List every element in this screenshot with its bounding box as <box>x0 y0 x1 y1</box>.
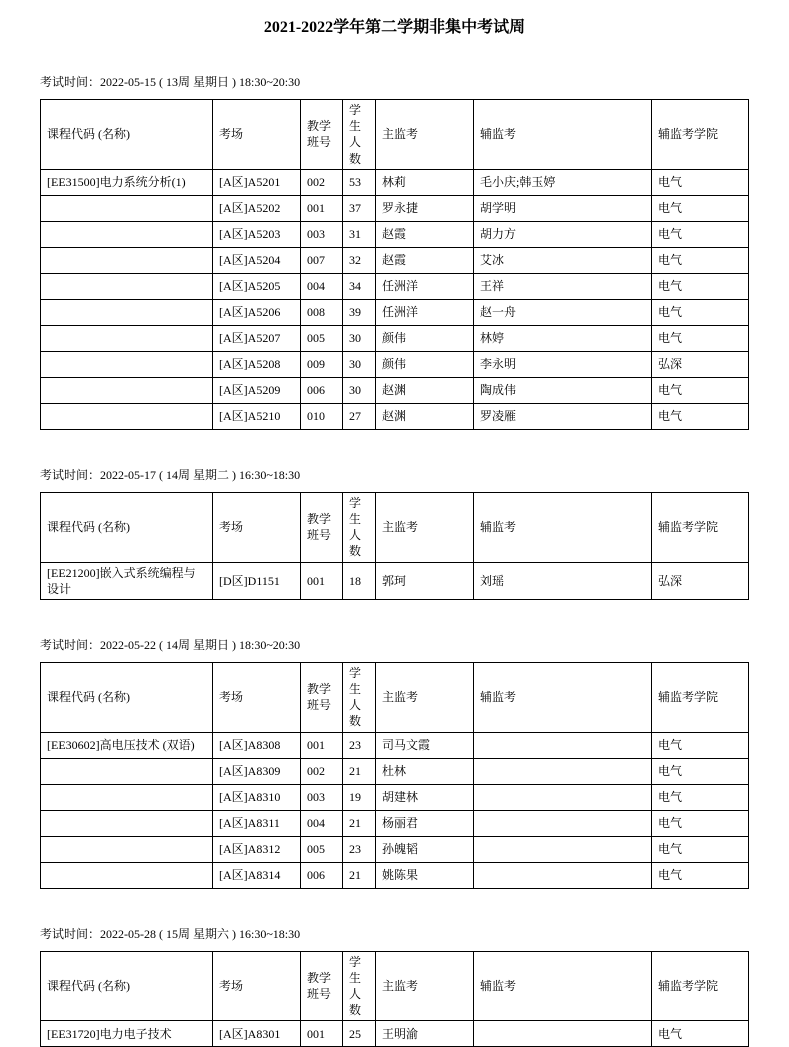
cell-room: [A区]A8311 <box>213 810 301 836</box>
exam-section <box>40 925 748 1047</box>
cell-chief-invigilator: 胡建林 <box>376 784 474 810</box>
cell-class-no: 006 <box>301 862 343 888</box>
exam-section <box>40 466 748 600</box>
exam-time-label: 考试时间：2022-05-15 ( 13周 星期日 ) 18:30~20:30 <box>40 75 301 89</box>
cell-assistant-college: 弘深 <box>652 562 749 599</box>
table-row <box>41 758 749 784</box>
cell-assistant-college: 电气 <box>652 221 749 247</box>
column-header-assistant-invigilator: 辅监考 <box>474 100 652 170</box>
cell-chief-invigilator: 赵渊 <box>376 403 474 429</box>
column-header-class-no: 教学班号 <box>301 492 343 562</box>
cell-class-no: 004 <box>301 810 343 836</box>
exam-table <box>40 662 749 889</box>
column-header-chief-invigilator: 主监考 <box>376 100 474 170</box>
cell-assistant-college: 电气 <box>652 325 749 351</box>
cell-course <box>41 836 213 862</box>
cell-assistant-college: 电气 <box>652 810 749 836</box>
column-header-student-count: 学生人数 <box>343 662 376 732</box>
table-row <box>41 299 749 325</box>
cell-room: [A区]A5209 <box>213 377 301 403</box>
exam-section <box>40 73 748 430</box>
header-row <box>41 951 749 1021</box>
column-header-course: 课程代码 (名称) <box>41 662 213 732</box>
cell-student-count: 18 <box>343 562 376 599</box>
cell-assistant-college: 电气 <box>652 403 749 429</box>
cell-assistant-invigilator <box>474 1021 652 1047</box>
sections-container <box>0 73 789 1047</box>
cell-class-no: 006 <box>301 377 343 403</box>
column-header-room: 考场 <box>213 492 301 562</box>
column-header-assistant-invigilator: 辅监考 <box>474 662 652 732</box>
cell-chief-invigilator: 任洲洋 <box>376 273 474 299</box>
cell-room: [A区]A5205 <box>213 273 301 299</box>
cell-chief-invigilator: 司马文霞 <box>376 732 474 758</box>
column-header-room: 考场 <box>213 662 301 732</box>
column-header-assistant-college: 辅监考学院 <box>652 951 749 1021</box>
cell-class-no: 007 <box>301 247 343 273</box>
column-header-assistant-invigilator: 辅监考 <box>474 951 652 1021</box>
table-row <box>41 195 749 221</box>
column-header-class-no: 教学班号 <box>301 100 343 170</box>
column-header-course: 课程代码 (名称) <box>41 100 213 170</box>
cell-class-no: 003 <box>301 784 343 810</box>
cell-class-no: 002 <box>301 169 343 195</box>
exam-time-label: 考试时间：2022-05-28 ( 15周 星期六 ) 16:30~18:30 <box>40 926 301 941</box>
cell-room: [A区]A5201 <box>213 169 301 195</box>
cell-chief-invigilator: 赵霞 <box>376 247 474 273</box>
cell-student-count: 37 <box>343 195 376 221</box>
cell-class-no: 003 <box>301 221 343 247</box>
table-row <box>41 732 749 758</box>
cell-assistant-invigilator: 艾冰 <box>474 247 652 273</box>
cell-assistant-college: 电气 <box>652 377 749 403</box>
exam-section <box>40 636 748 889</box>
cell-assistant-invigilator <box>474 758 652 784</box>
table-row <box>41 403 749 429</box>
cell-course <box>41 221 213 247</box>
cell-chief-invigilator: 孙魄韬 <box>376 836 474 862</box>
cell-chief-invigilator: 杜林 <box>376 758 474 784</box>
cell-course <box>41 862 213 888</box>
cell-course: [EE30602]高电压技术 (双语) <box>41 732 213 758</box>
cell-course <box>41 273 213 299</box>
cell-assistant-invigilator <box>474 784 652 810</box>
column-header-room: 考场 <box>213 951 301 1021</box>
cell-assistant-invigilator: 赵一舟 <box>474 299 652 325</box>
cell-class-no: 001 <box>301 1021 343 1047</box>
cell-assistant-college: 电气 <box>652 784 749 810</box>
cell-chief-invigilator: 杨丽君 <box>376 810 474 836</box>
column-header-chief-invigilator: 主监考 <box>376 951 474 1021</box>
cell-student-count: 25 <box>343 1021 376 1047</box>
cell-course: [EE31720]电力电子技术 <box>41 1021 213 1047</box>
cell-class-no: 010 <box>301 403 343 429</box>
column-header-class-no: 教学班号 <box>301 951 343 1021</box>
cell-assistant-invigilator: 胡力方 <box>474 221 652 247</box>
cell-course: [EE31500]电力系统分析(1) <box>41 169 213 195</box>
cell-assistant-invigilator <box>474 836 652 862</box>
cell-assistant-invigilator: 陶成伟 <box>474 377 652 403</box>
cell-student-count: 30 <box>343 325 376 351</box>
cell-student-count: 21 <box>343 862 376 888</box>
cell-course <box>41 403 213 429</box>
table-row <box>41 351 749 377</box>
cell-assistant-college: 电气 <box>652 247 749 273</box>
cell-assistant-invigilator: 毛小庆;韩玉婷 <box>474 169 652 195</box>
cell-room: [A区]A5202 <box>213 195 301 221</box>
cell-assistant-college: 电气 <box>652 299 749 325</box>
cell-room: [A区]A8312 <box>213 836 301 862</box>
cell-class-no: 009 <box>301 351 343 377</box>
cell-assistant-invigilator <box>474 732 652 758</box>
header-row <box>41 492 749 562</box>
cell-student-count: 53 <box>343 169 376 195</box>
cell-chief-invigilator: 郭珂 <box>376 562 474 599</box>
cell-assistant-college: 电气 <box>652 732 749 758</box>
cell-chief-invigilator: 罗永捷 <box>376 195 474 221</box>
column-header-student-count: 学生人数 <box>343 100 376 170</box>
cell-course <box>41 758 213 784</box>
cell-student-count: 21 <box>343 758 376 784</box>
cell-student-count: 31 <box>343 221 376 247</box>
cell-class-no: 008 <box>301 299 343 325</box>
cell-assistant-college: 弘深 <box>652 351 749 377</box>
cell-class-no: 001 <box>301 732 343 758</box>
cell-course <box>41 351 213 377</box>
table-row <box>41 784 749 810</box>
cell-assistant-college: 电气 <box>652 195 749 221</box>
cell-assistant-college: 电气 <box>652 836 749 862</box>
column-header-assistant-invigilator: 辅监考 <box>474 492 652 562</box>
cell-room: [A区]A5207 <box>213 325 301 351</box>
header-row <box>41 662 749 732</box>
cell-course <box>41 784 213 810</box>
cell-course <box>41 299 213 325</box>
cell-room: [A区]A8308 <box>213 732 301 758</box>
cell-course <box>41 325 213 351</box>
table-row <box>41 273 749 299</box>
cell-room: [A区]A8314 <box>213 862 301 888</box>
table-row <box>41 1021 749 1047</box>
cell-assistant-invigilator: 刘瑶 <box>474 562 652 599</box>
column-header-student-count: 学生人数 <box>343 951 376 1021</box>
cell-class-no: 005 <box>301 836 343 862</box>
column-header-chief-invigilator: 主监考 <box>376 662 474 732</box>
cell-student-count: 21 <box>343 810 376 836</box>
cell-chief-invigilator: 颜伟 <box>376 325 474 351</box>
cell-class-no: 001 <box>301 195 343 221</box>
cell-assistant-invigilator: 林婷 <box>474 325 652 351</box>
cell-chief-invigilator: 任洲洋 <box>376 299 474 325</box>
cell-room: [A区]A5206 <box>213 299 301 325</box>
cell-class-no: 002 <box>301 758 343 784</box>
cell-chief-invigilator: 林莉 <box>376 169 474 195</box>
column-header-class-no: 教学班号 <box>301 662 343 732</box>
cell-room: [D区]D1151 <box>213 562 301 599</box>
exam-table <box>40 99 749 430</box>
cell-student-count: 32 <box>343 247 376 273</box>
cell-student-count: 19 <box>343 784 376 810</box>
cell-chief-invigilator: 赵渊 <box>376 377 474 403</box>
cell-course <box>41 377 213 403</box>
exam-table <box>40 492 749 600</box>
header-row <box>41 100 749 170</box>
cell-chief-invigilator: 姚陈果 <box>376 862 474 888</box>
table-row <box>41 325 749 351</box>
cell-assistant-invigilator <box>474 862 652 888</box>
cell-course <box>41 195 213 221</box>
cell-student-count: 39 <box>343 299 376 325</box>
table-row <box>41 562 749 599</box>
cell-assistant-college: 电气 <box>652 169 749 195</box>
cell-room: [A区]A5204 <box>213 247 301 273</box>
cell-room: [A区]A5203 <box>213 221 301 247</box>
cell-assistant-invigilator: 胡学明 <box>474 195 652 221</box>
table-row <box>41 377 749 403</box>
cell-class-no: 005 <box>301 325 343 351</box>
cell-room: [A区]A8310 <box>213 784 301 810</box>
cell-assistant-college: 电气 <box>652 1021 749 1047</box>
cell-student-count: 34 <box>343 273 376 299</box>
cell-assistant-invigilator: 王祥 <box>474 273 652 299</box>
cell-room: [A区]A5208 <box>213 351 301 377</box>
cell-chief-invigilator: 王明渝 <box>376 1021 474 1047</box>
table-row <box>41 169 749 195</box>
cell-class-no: 001 <box>301 562 343 599</box>
table-row <box>41 221 749 247</box>
table-row <box>41 810 749 836</box>
cell-student-count: 23 <box>343 836 376 862</box>
cell-room: [A区]A8301 <box>213 1021 301 1047</box>
column-header-chief-invigilator: 主监考 <box>376 492 474 562</box>
cell-assistant-invigilator <box>474 810 652 836</box>
column-header-assistant-college: 辅监考学院 <box>652 492 749 562</box>
cell-assistant-college: 电气 <box>652 758 749 784</box>
cell-student-count: 30 <box>343 351 376 377</box>
cell-chief-invigilator: 颜伟 <box>376 351 474 377</box>
column-header-course: 课程代码 (名称) <box>41 492 213 562</box>
cell-course: [EE21200]嵌入式系统编程与设计 <box>41 562 213 599</box>
cell-chief-invigilator: 赵霞 <box>376 221 474 247</box>
table-row <box>41 247 749 273</box>
cell-course <box>41 810 213 836</box>
cell-room: [A区]A8309 <box>213 758 301 784</box>
cell-assistant-college: 电气 <box>652 862 749 888</box>
column-header-room: 考场 <box>213 100 301 170</box>
cell-assistant-invigilator: 罗凌雁 <box>474 403 652 429</box>
cell-student-count: 30 <box>343 377 376 403</box>
column-header-student-count: 学生人数 <box>343 492 376 562</box>
column-header-assistant-college: 辅监考学院 <box>652 662 749 732</box>
cell-room: [A区]A5210 <box>213 403 301 429</box>
page-title: 2021-2022学年第二学期非集中考试周 <box>263 19 526 36</box>
exam-time-label: 考试时间：2022-05-17 ( 14周 星期二 ) 16:30~18:30 <box>40 467 301 482</box>
table-row <box>41 862 749 888</box>
cell-course <box>41 247 213 273</box>
exam-time-label: 考试时间：2022-05-22 ( 14周 星期日 ) 18:30~20:30 <box>40 637 301 652</box>
cell-student-count: 23 <box>343 732 376 758</box>
column-header-course: 课程代码 (名称) <box>41 951 213 1021</box>
column-header-assistant-college: 辅监考学院 <box>652 100 749 170</box>
table-row <box>41 836 749 862</box>
cell-class-no: 004 <box>301 273 343 299</box>
cell-assistant-college: 电气 <box>652 273 749 299</box>
exam-table <box>40 951 749 1047</box>
cell-assistant-invigilator: 李永明 <box>474 351 652 377</box>
cell-student-count: 27 <box>343 403 376 429</box>
